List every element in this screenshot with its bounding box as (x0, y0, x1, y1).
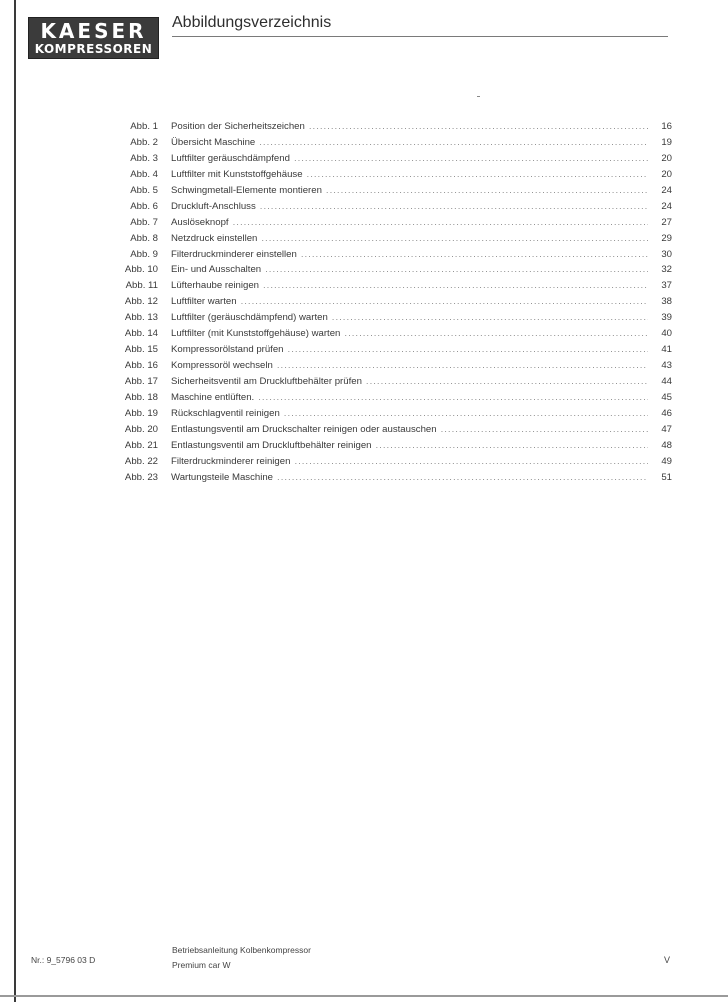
figure-entry (112, 296, 672, 312)
figure-caption: Filterdruckminderer reinigen (171, 455, 291, 467)
figure-caption: Entlastungsventil am Druckluftbehälter reinigen (171, 439, 372, 451)
figure-number: Abb. 16 (124, 360, 158, 372)
figure-entry (112, 121, 672, 137)
figure-number: Abb. 4 (130, 168, 158, 180)
dot-leader (261, 233, 648, 244)
figure-page: 16 (661, 121, 672, 132)
figure-page: 29 (661, 232, 672, 244)
dot-leader (260, 201, 648, 212)
figure-number: Abb. 13 (124, 312, 158, 324)
figure-entry (112, 360, 672, 376)
figure-number: Abb. 5 (130, 184, 158, 196)
dot-leader (294, 153, 648, 164)
figure-page: 30 (661, 248, 672, 260)
figure-number: Abb. 21 (124, 439, 158, 451)
figure-number: Abb. 10 (124, 264, 158, 276)
dot-leader (332, 312, 648, 323)
figure-entry (112, 249, 672, 265)
dot-leader (259, 137, 648, 148)
figure-page: 44 (661, 376, 672, 387)
figure-number: Abb. 23 (124, 471, 158, 483)
figure-caption: Luftfilter geräuschdämpfend (171, 152, 290, 164)
figure-entry (112, 424, 672, 440)
footer-title-block (172, 943, 311, 973)
dot-leader (344, 328, 648, 339)
page-number: V (664, 955, 671, 965)
figure-entry (112, 328, 672, 344)
figure-caption: Entlastungsventil am Druckschalter reinigen oder austauschen (171, 423, 437, 435)
figure-caption: Netzdruck einstellen (171, 232, 258, 244)
figure-page: 45 (661, 391, 672, 403)
figure-page: 47 (661, 423, 672, 435)
figure-entry (112, 201, 672, 217)
dot-leader (263, 280, 648, 291)
dot-leader (301, 249, 648, 260)
figure-page: 39 (661, 312, 672, 324)
figure-caption: Lüfterhaube reinigen (171, 280, 260, 292)
figure-entry (112, 233, 672, 249)
figure-page: 41 (661, 344, 672, 356)
dot-leader (284, 408, 648, 419)
figure-number: Abb. 18 (124, 391, 158, 403)
figure-number: Abb. 2 (130, 136, 158, 148)
figure-number: Abb. 9 (130, 248, 158, 260)
dot-leader (376, 440, 648, 451)
figure-number: Abb. 19 (124, 407, 158, 419)
figure-page: 49 (661, 455, 672, 467)
page-title: Abbildungsverzeichnis (172, 14, 332, 31)
figure-list (112, 121, 672, 488)
figure-caption: Druckluft-Anschluss (171, 200, 256, 212)
figure-page: 19 (661, 136, 672, 148)
figure-page: 51 (661, 471, 672, 483)
figure-entry (112, 312, 672, 328)
dot-leader (277, 472, 648, 483)
figure-page: 40 (661, 328, 672, 340)
figure-caption: Luftfilter (geräuschdämpfend) warten (171, 312, 328, 324)
manual-title: Betriebsanleitung Kolbenkompressor (172, 945, 311, 955)
dot-leader (277, 360, 648, 371)
figure-entry (112, 137, 672, 153)
figure-page: 24 (661, 184, 672, 196)
figure-number: Abb. 6 (130, 200, 158, 212)
figure-number: Abb. 7 (130, 216, 158, 228)
dot-leader (309, 121, 648, 132)
figure-entry (112, 217, 672, 233)
figure-number: Abb. 15 (124, 344, 158, 356)
dot-leader (294, 456, 648, 467)
figure-number: Abb. 17 (124, 376, 158, 387)
figure-page: 43 (661, 360, 672, 372)
figure-entry (112, 440, 672, 456)
kaeser-logo (28, 17, 159, 59)
dot-leader (326, 185, 648, 196)
figure-caption: Wartungsteile Maschine (171, 471, 274, 483)
figure-caption: Position der Sicherheitszeichen (171, 121, 305, 132)
figure-caption: Luftfilter (mit Kunststoffgehäuse) warten (171, 328, 341, 340)
dot-leader (366, 376, 648, 387)
figure-number: Abb. 20 (124, 423, 158, 435)
figure-entry (112, 185, 672, 201)
figure-caption: Luftfilter mit Kunststoffgehäuse (171, 168, 303, 180)
title-underline (172, 36, 668, 37)
figure-entry (112, 264, 672, 280)
dot-leader (441, 424, 648, 435)
figure-entry (112, 472, 672, 488)
figure-caption: Maschine entlüften. (171, 391, 255, 403)
figure-page: 20 (661, 168, 672, 180)
figure-entry (112, 376, 672, 392)
figure-page: 37 (661, 280, 672, 292)
figure-page: 27 (661, 216, 672, 228)
figure-entry (112, 169, 672, 185)
figure-page: 38 (661, 296, 672, 308)
dot-leader (307, 169, 648, 180)
figure-page: 32 (661, 264, 672, 276)
bottom-rule (0, 995, 728, 997)
figure-entry (112, 408, 672, 424)
figure-page: 20 (661, 152, 672, 164)
figure-caption: Rückschlagventil reinigen (171, 407, 280, 419)
figure-entry (112, 280, 672, 296)
scan-mark (477, 96, 480, 97)
scan-binding-edge (14, 0, 16, 1002)
document-number: Nr.: 9_5796 03 D (31, 955, 96, 965)
figure-caption: Sicherheitsventil am Druckluftbehälter prüfen (171, 376, 362, 387)
figure-caption: Auslöseknopf (171, 216, 229, 228)
figure-number: Abb. 3 (130, 152, 158, 164)
figure-number: Abb. 8 (130, 232, 158, 244)
figure-entry (112, 153, 672, 169)
figure-caption: Kompressoröl wechseln (171, 360, 273, 372)
logo-subtitle: KOMPRESSOREN (34, 42, 153, 56)
figure-number: Abb. 14 (124, 328, 158, 340)
dot-leader (233, 217, 648, 228)
dot-leader (258, 392, 648, 403)
figure-caption: Übersicht Maschine (171, 136, 256, 148)
dot-leader (288, 344, 648, 355)
machine-model: Premium car W (172, 960, 231, 970)
figure-number: Abb. 22 (124, 455, 158, 467)
figure-caption: Luftfilter warten (171, 296, 237, 308)
figure-entry (112, 392, 672, 408)
figure-caption: Kompressorölstand prüfen (171, 344, 284, 356)
figure-page: 46 (661, 407, 672, 419)
figure-number: Abb. 1 (130, 121, 158, 132)
dot-leader (241, 296, 648, 307)
figure-page: 48 (661, 439, 672, 451)
figure-number: Abb. 11 (125, 280, 158, 292)
figure-entry (112, 344, 672, 360)
figure-caption: Schwingmetall-Elemente montieren (171, 184, 322, 196)
dot-leader (265, 264, 648, 275)
figure-entry (112, 456, 672, 472)
figure-caption: Ein- und Ausschalten (171, 264, 262, 276)
figure-caption: Filterdruckminderer einstellen (171, 248, 297, 260)
figure-page: 24 (661, 200, 672, 212)
figure-number: Abb. 12 (124, 296, 158, 308)
logo-wordmark: KAESER (40, 19, 147, 43)
